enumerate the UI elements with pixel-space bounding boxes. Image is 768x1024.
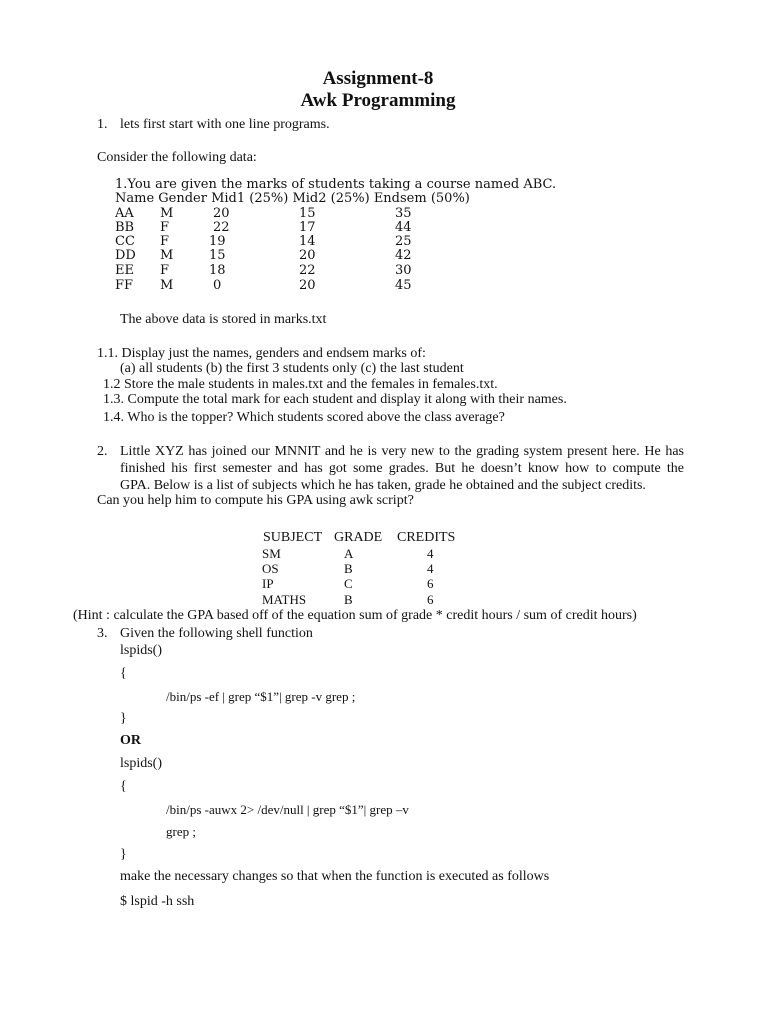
open-brace-1: {	[120, 666, 127, 681]
page-subtitle: Awk Programming	[300, 90, 456, 111]
student-mid2: 20	[299, 278, 316, 293]
page-title: Assignment-8	[322, 68, 434, 89]
student-endsem: 30	[395, 263, 412, 278]
sub-question-1-3: 1.3. Compute the total mark for each student and display it along with their names.	[103, 392, 567, 407]
open-brace-2: {	[120, 779, 127, 794]
student-mid1: 18	[209, 263, 226, 278]
close-brace-1: }	[120, 711, 127, 726]
student-endsem: 42	[395, 248, 412, 263]
student-endsem: 25	[395, 234, 412, 249]
student-mid2: 15	[299, 206, 316, 221]
student-name: DD	[115, 248, 136, 263]
student-gender: M	[160, 278, 174, 293]
sub-question-1-1-a: (a) all students (b) the first 3 students only (c) the last student	[120, 361, 464, 376]
subject-name: OS	[262, 561, 279, 576]
stored-note: The above data is stored in marks.txt	[120, 312, 327, 327]
q1-consider: Consider the following data:	[97, 150, 257, 165]
function-name-2: lspids()	[120, 756, 162, 771]
student-mid2: 17	[299, 220, 316, 235]
student-name: AA	[115, 206, 134, 221]
q3-instruction: make the necessary changes so that when the function is executed as follows	[120, 869, 550, 884]
or-separator: OR	[120, 733, 141, 748]
student-gender: M	[160, 206, 174, 221]
student-gender: F	[160, 234, 170, 249]
gpa-hint: (Hint : calculate the GPA based off of the equation sum of grade * credit hours / sum of credit hours)	[73, 608, 637, 623]
subject-credits: 4	[427, 546, 434, 561]
credits-header: CREDITS	[397, 530, 456, 545]
subject-name: SM	[262, 546, 281, 561]
student-name: EE	[115, 263, 134, 278]
subject-credits: 6	[427, 576, 434, 591]
student-mid2: 22	[299, 263, 316, 278]
subject-credits: 6	[427, 592, 434, 607]
subject-grade: B	[344, 561, 353, 576]
student-mid1: 0	[213, 278, 222, 293]
student-mid1: 22	[213, 220, 230, 235]
q2-line-2: finished his first semester and has got some grades. But he doesn’t know how to compute the	[120, 461, 684, 476]
code-line-1: /bin/ps -ef | grep “$1”| grep -v grep ;	[166, 689, 356, 704]
sub-question-1-4: 1.4. Who is the topper? Which students scored above the class average?	[103, 410, 505, 425]
subject-grade: C	[344, 576, 353, 591]
q2-line-4: Can you help him to compute his GPA using awk script?	[97, 493, 414, 508]
student-mid1: 20	[213, 206, 230, 221]
q2-line-3: GPA. Below is a list of subjects which he has taken, grade he obtained and the subject credits.	[120, 478, 646, 493]
q2-number: 2.	[97, 444, 108, 459]
q1-number: 1.	[97, 117, 108, 132]
function-name-1: lspids()	[120, 643, 162, 658]
subject-grade: B	[344, 592, 353, 607]
student-endsem: 45	[395, 278, 412, 293]
command-example: $ lspid -h ssh	[120, 894, 195, 909]
student-name: CC	[115, 234, 135, 249]
q1-text: lets first start with one line programs.	[120, 117, 330, 132]
subject-name: IP	[262, 576, 274, 591]
sub-question-1-2: 1.2 Store the male students in males.txt and the females in females.txt.	[103, 377, 498, 392]
student-endsem: 44	[395, 220, 412, 235]
student-name: BB	[115, 220, 135, 235]
student-mid2: 14	[299, 234, 316, 249]
q3-text: Given the following shell function	[120, 626, 313, 641]
close-brace-2: }	[120, 847, 127, 862]
q3-number: 3.	[97, 626, 108, 641]
grade-header: GRADE	[334, 530, 383, 545]
student-mid2: 20	[299, 248, 316, 263]
data-intro: 1.You are given the marks of students taking a course named ABC.	[115, 177, 557, 192]
student-mid1: 19	[209, 234, 226, 249]
q2-line-1: Little XYZ has joined our MNNIT and he is very new to the grading system present here. He has	[120, 444, 684, 459]
student-gender: M	[160, 248, 174, 263]
student-mid1: 15	[209, 248, 226, 263]
subject-grade: A	[344, 546, 354, 561]
code-line-2b: grep ;	[166, 824, 196, 839]
student-gender: F	[160, 263, 170, 278]
student-name: FF	[115, 278, 134, 293]
sub-question-1-1: 1.1. Display just the names, genders and endsem marks of:	[97, 346, 426, 361]
student-gender: F	[160, 220, 170, 235]
code-line-2a: /bin/ps -auwx 2> /dev/null | grep “$1”| grep –v	[166, 802, 409, 817]
data-headers: Name Gender Mid1 (25%) Mid2 (25%) Endsem (50%)	[115, 191, 470, 206]
subject-name: MATHS	[262, 592, 307, 607]
student-endsem: 35	[395, 206, 412, 221]
subject-header: SUBJECT	[263, 530, 323, 545]
subject-credits: 4	[427, 561, 434, 576]
